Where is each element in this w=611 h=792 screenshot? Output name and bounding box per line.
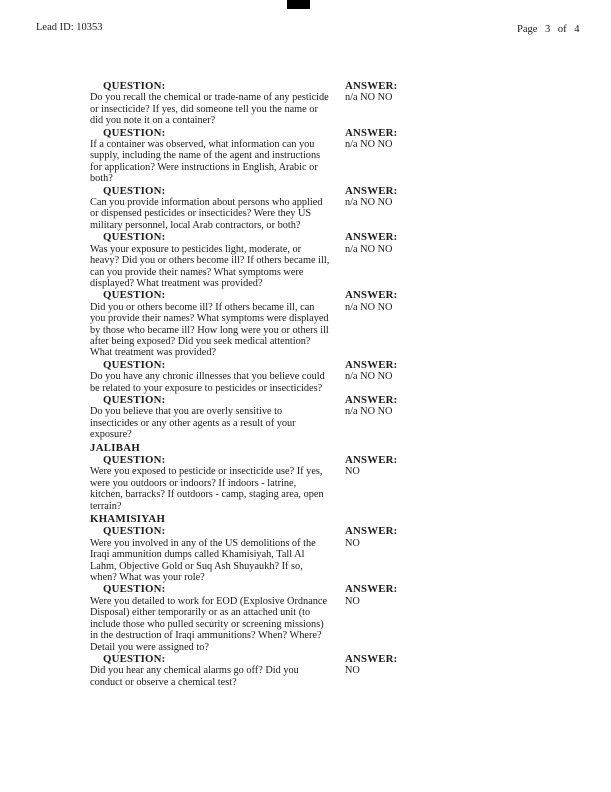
qa-block [90, 395, 440, 441]
question-label: QUESTION: [103, 289, 166, 302]
question-text: Do you recall the chemical or trade-name of any pesticide or insecticide? If yes, did someone tell you the name or did you note it on a container? [90, 92, 329, 127]
answer-label: ANSWER: [345, 525, 398, 538]
qa-block [90, 81, 440, 127]
answer-label: ANSWER: [345, 80, 398, 92]
question-text: Were you involved in any of the US demolitions of the Iraqi ammunition dumps called Khamisiyah, Tall Al Lahm, Objective Gold or Suq Ash Shuyaukh? If so, when? What was your role? [90, 537, 316, 584]
qa-block [90, 128, 440, 185]
answer-value: n/a NO NO [345, 371, 393, 383]
scan-artifact [287, 0, 310, 9]
answer-label: ANSWER: [345, 652, 398, 665]
qa-block [90, 654, 440, 688]
question-label: QUESTION: [103, 652, 166, 665]
question-label: QUESTION: [103, 358, 166, 371]
qa-block [90, 290, 440, 358]
question-label: QUESTION: [103, 80, 166, 92]
page-number: Page 3 of 4 [517, 24, 580, 35]
question-text: Were you detailed to work for EOD (Explosive Ordnance Disposal) either temporarily or as an attached unit (to include those who pulled security or screening missions) in the destruction of Iraqi ammunitions? When? Where? Detail you were assigned to? [90, 595, 328, 653]
question-label: QUESTION: [103, 583, 166, 596]
question-label: QUESTION: [103, 525, 166, 538]
answer-label: ANSWER: [345, 184, 398, 197]
answer-value: NO [345, 537, 360, 549]
question-label: QUESTION: [103, 231, 166, 244]
answer-label: ANSWER: [345, 393, 398, 406]
answer-label: ANSWER: [345, 583, 398, 596]
question-label: QUESTION: [103, 393, 166, 406]
question-label: QUESTION: [103, 184, 166, 197]
answer-value: n/a NO NO [345, 197, 393, 209]
qa-block [90, 455, 440, 512]
section-heading-jalibah: JALIBAH [90, 441, 141, 454]
question-text: Was your exposure to pesticides light, moderate, or heavy? Did you or others become ill? If others became ill, can you provide their names? What symptoms were displayed? What treatment was provided? [90, 243, 330, 289]
question-text: Did you hear any chemical alarms go off? Did you conduct or observe a chemical test? [90, 665, 299, 688]
question-label: QUESTION: [103, 126, 166, 139]
question-text: Did you or others become ill? If others became ill, can you provide their names? What symptoms were displayed by those who became ill? How long were you or others ill after being exposed? Did you seek medical attention? What treatment was provided? [90, 301, 329, 359]
qa-block [90, 232, 440, 289]
question-text: Do you believe that you are overly sensitive to insecticides or any other agents as a result of your exposure? [90, 406, 296, 441]
answer-value: n/a NO NO [345, 406, 393, 418]
answer-value: NO [345, 595, 360, 607]
qa-block [90, 526, 440, 583]
answer-value: n/a NO NO [345, 301, 393, 313]
question-label: QUESTION: [103, 454, 166, 466]
answer-value: NO [345, 665, 360, 677]
question-text: If a container was observed, what information can you supply, including the name of the agent and instructions for application? Were instructions in English, Arabic or both? [90, 139, 321, 185]
question-text: Can you provide information about persons who applied or dispensed pesticides or insecticides? Were they US military personnel, local Arab contractors, or both? [90, 197, 323, 231]
section-heading-khamisiyah: KHAMISIYAH [90, 513, 166, 526]
qa-block [90, 584, 440, 652]
question-answer-list [90, 80, 440, 688]
answer-value: n/a NO NO [345, 92, 393, 104]
answer-value: NO [345, 466, 360, 478]
lead-id: Lead ID: 10353 [36, 22, 103, 33]
answer-value: n/a NO NO [345, 139, 393, 151]
answer-value: n/a NO NO [345, 243, 393, 255]
qa-block [90, 186, 440, 232]
qa-block [90, 360, 440, 394]
answer-label: ANSWER: [345, 454, 398, 466]
answer-label: ANSWER: [345, 126, 398, 139]
question-text: Do you have any chronic illnesses that you believe could be related to your exposure to pesticides or insecticides? [90, 371, 325, 394]
answer-label: ANSWER: [345, 289, 398, 302]
question-text: Were you exposed to pesticide or insecticide use? If yes, were you outdoors or indoors? If indoors - latrine, kitchen, barracks? If outdoors - camp, staging area, open terrain? [90, 466, 324, 512]
answer-label: ANSWER: [345, 231, 398, 244]
answer-label: ANSWER: [345, 358, 398, 371]
